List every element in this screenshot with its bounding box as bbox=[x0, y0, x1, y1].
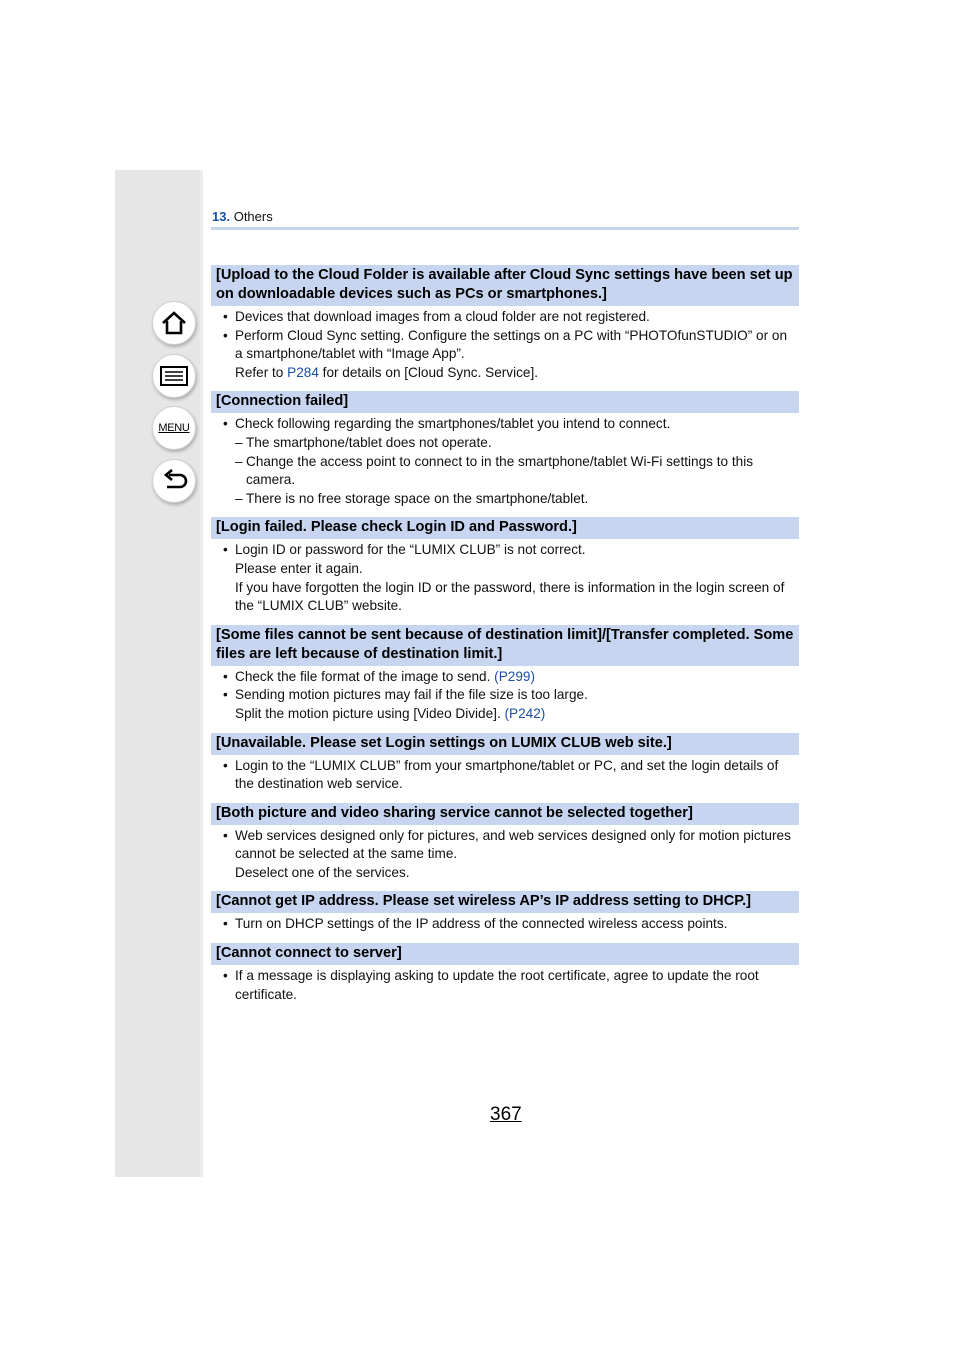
section-login-failed bbox=[211, 517, 799, 624]
ref-prefix: Refer to bbox=[235, 364, 288, 380]
bullet-text: • Check following regarding the smartphones/tablet you intend to connect. bbox=[223, 415, 793, 434]
bullet-text: • Web services designed only for pictures, and web services designed only for motion pictures cannot be selected at the same time. bbox=[223, 827, 793, 864]
section-body bbox=[211, 965, 799, 1013]
home-icon bbox=[160, 309, 188, 337]
table-of-contents-icon bbox=[159, 364, 189, 388]
contents-button[interactable] bbox=[152, 354, 196, 398]
page-link-p242[interactable]: (P242) bbox=[504, 705, 546, 721]
dash-item: – There is no free storage space on the smartphone/tablet. bbox=[223, 490, 793, 509]
section-title: [Connection failed] bbox=[211, 391, 799, 413]
bullet-text-main: Check the file format of the image to send. bbox=[235, 668, 495, 684]
continuation-main: Split the motion picture using [Video Divide]. bbox=[235, 705, 505, 721]
home-button[interactable] bbox=[152, 301, 196, 345]
section-body bbox=[211, 413, 799, 517]
ref-suffix: for details on [Cloud Sync. Service]. bbox=[318, 364, 539, 380]
page-link-p284[interactable]: P284 bbox=[287, 364, 319, 380]
bullet-text: • Perform Cloud Sync setting. Configure the settings on a PC with “PHOTOfunSTUDIO” or on a smartphone/tablet with “Image App”. bbox=[223, 327, 793, 364]
section-lumix-club-login bbox=[211, 733, 799, 803]
section-title: [Some files cannot be sent because of destination limit]/[Transfer completed. Some files are left because of destination limit.] bbox=[211, 625, 799, 666]
section-cloud-folder bbox=[211, 265, 799, 391]
bullet-text: • Sending motion pictures may fail if the file size is too large. bbox=[223, 686, 793, 705]
section-body bbox=[211, 539, 799, 624]
bullet-text: • Turn on DHCP settings of the IP address of the connected wireless access points. bbox=[223, 915, 793, 934]
bullet-text: • Login ID or password for the “LUMIX CLUB” is not correct. bbox=[223, 541, 793, 560]
section-ip-address bbox=[211, 891, 799, 943]
sidebar-edge bbox=[200, 170, 203, 1177]
dash-item: – Change the access point to connect to in the smartphone/tablet Wi-Fi settings to this camera. bbox=[223, 453, 793, 490]
continuation-text: Please enter it again. bbox=[235, 560, 363, 576]
menu-label: MENU bbox=[158, 422, 190, 434]
dash-item: – The smartphone/tablet does not operate. bbox=[223, 434, 793, 453]
section-title: [Login failed. Please check Login ID and Password.] bbox=[211, 517, 799, 539]
section-destination-limit bbox=[211, 625, 799, 733]
continuation-text bbox=[223, 364, 793, 383]
section-body bbox=[211, 825, 799, 892]
menu-button[interactable] bbox=[152, 406, 196, 450]
section-title: [Both picture and video sharing service cannot be selected together] bbox=[211, 803, 799, 825]
bullet-text bbox=[223, 668, 793, 687]
section-body bbox=[211, 913, 799, 943]
chapter-number: 13. bbox=[212, 209, 231, 224]
chapter-title: Others bbox=[233, 209, 273, 224]
header-rule bbox=[211, 227, 799, 230]
page-number: 367 bbox=[490, 1104, 522, 1125]
continuation-text: If you have forgotten the login ID or the password, there is information in the login screen of the “LUMIX CLUB” website. bbox=[235, 579, 785, 614]
back-arrow-icon bbox=[160, 467, 188, 495]
section-body bbox=[211, 755, 799, 803]
section-title: [Upload to the Cloud Folder is available after Cloud Sync settings have been set up on downloadable devices such as PCs or smartphones.] bbox=[211, 265, 799, 306]
section-sharing-service bbox=[211, 803, 799, 892]
continuation-text: Deselect one of the services. bbox=[235, 864, 410, 880]
bullet-text: • Login to the “LUMIX CLUB” from your smartphone/tablet or PC, and set the login details of the destination web service. bbox=[223, 757, 793, 794]
section-connection-failed bbox=[211, 391, 799, 517]
section-title: [Cannot connect to server] bbox=[211, 943, 799, 965]
page-link-p299[interactable]: (P299) bbox=[494, 668, 535, 684]
continuation-text bbox=[223, 705, 793, 724]
back-button[interactable] bbox=[152, 459, 196, 503]
breadcrumb bbox=[212, 209, 273, 224]
bullet-text: • Devices that download images from a cloud folder are not registered. bbox=[223, 308, 793, 327]
section-body bbox=[211, 666, 799, 733]
side-navigation bbox=[115, 170, 203, 1177]
bullet-text: • If a message is displaying asking to update the root certificate, agree to update the root certificate. bbox=[223, 967, 793, 1004]
section-title: [Unavailable. Please set Login settings on LUMIX CLUB web site.] bbox=[211, 733, 799, 755]
section-server-connection bbox=[211, 943, 799, 1013]
troubleshooting-content bbox=[211, 265, 799, 1013]
section-title: [Cannot get IP address. Please set wireless AP’s IP address setting to DHCP.] bbox=[211, 891, 799, 913]
section-body bbox=[211, 306, 799, 391]
